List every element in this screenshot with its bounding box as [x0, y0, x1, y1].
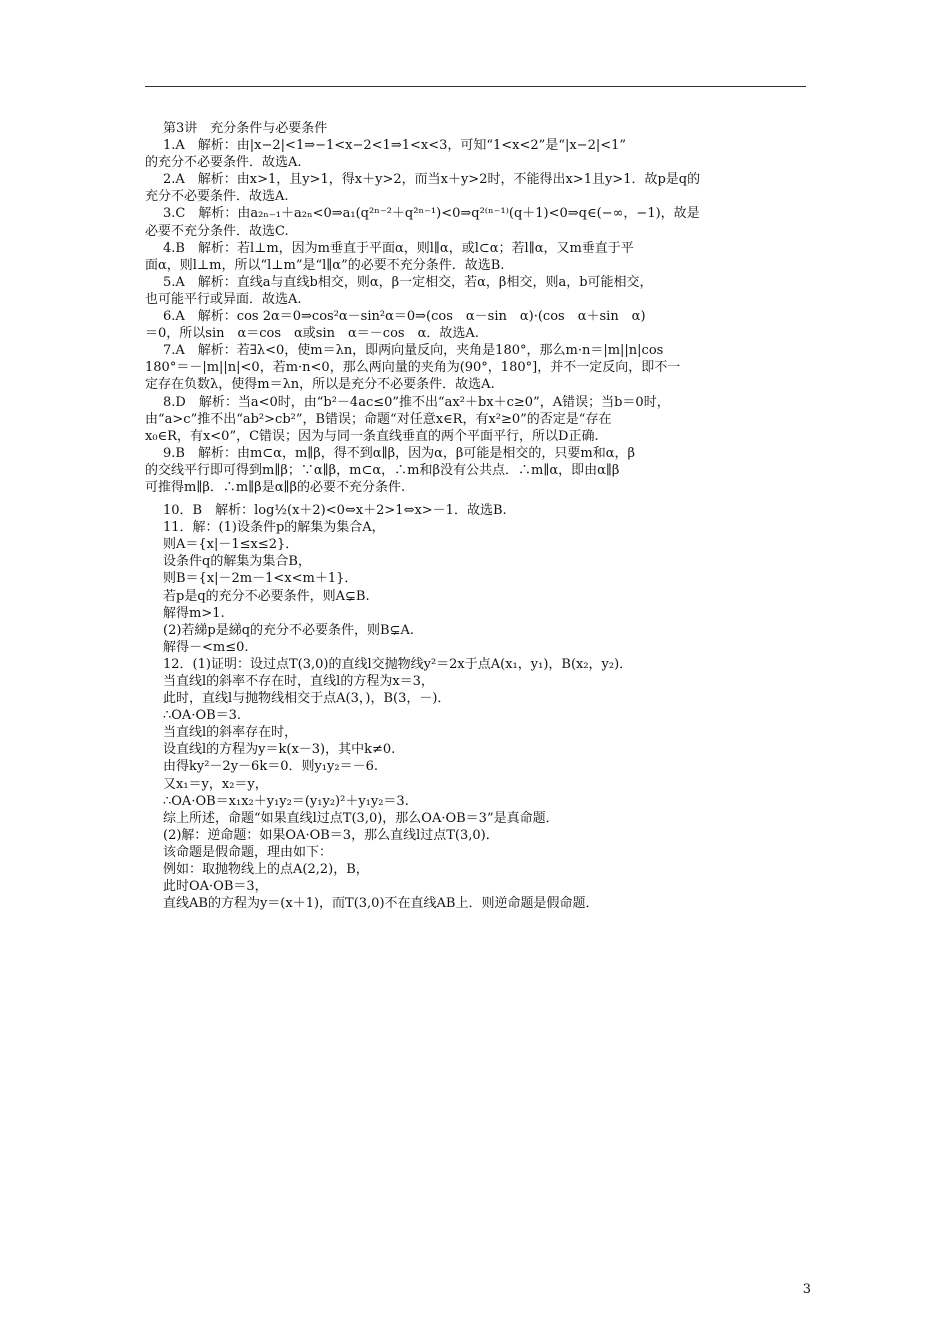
solution-line: 又x₁＝y，x₂＝y， — [163, 776, 268, 792]
document-body — [145, 120, 809, 912]
solution-line: (2)若綈p是綈q的充分不必要条件，则B⊊A. — [163, 622, 415, 638]
solution-line: 设条件q的解集为集合B， — [163, 554, 311, 570]
solution-block — [145, 519, 809, 912]
text-line: 7.A 解析：若∃λ<0，使m＝λn，即两向量反向，夹角是180°，那么m·n＝|m||n|cos — [163, 343, 664, 359]
text-line: 180°＝－|m||n|<0，若m·n<0，那么两向量的夹角为(90°，180°]，并不一定反向，即不一 — [145, 360, 681, 376]
solution-line: 设直线l的方程为y＝k(x－3)，其中k≠0. — [163, 742, 396, 758]
solution-line: 11．解：(1)设条件p的解集为集合A， — [163, 520, 385, 536]
text-line: 8.D 解析：当a<0时，由“b²－4ac≤0”推不出“ax²＋bx＋c≥0”，A错误；当b＝0时， — [163, 394, 670, 410]
text-line: 面α，则l⊥m，所以“l⊥m”是“l∥α”的必要不充分条件．故选B. — [145, 257, 505, 273]
solution-line: 综上所述，命题“如果直线l过点T(3,0)，那么OA·OB＝3”是真命题． — [163, 810, 559, 826]
text-line: 可推得m∥β．∴m∥β是α∥β的必要不充分条件. — [145, 479, 406, 495]
solution-line: 12．(1)证明：设过点T(3,0)的直线l交抛物线y²＝2x于点A(x₁，y₁)，B(x₂，y₂)． — [163, 656, 633, 672]
text-line: 5.A 解析：直线a与直线b相交，则α，β一定相交，若α，β相交，则a，b可能相交， — [163, 274, 653, 290]
header-rule — [145, 86, 806, 87]
solution-line: ∴OA·OB＝x₁x₂＋y₁y₂＝(y₁y₂)²＋y₁y₂＝3. — [163, 793, 409, 809]
solution-line: 此时，直线l与抛物线相交于点A(3，)，B(3，－)． — [163, 691, 451, 707]
solution-line: 若p是q的充分不必要条件，则A⊊B. — [163, 588, 370, 604]
solution-line: (2)解：逆命题：如果OA·OB＝3，那么直线l过点T(3,0)． — [163, 827, 499, 843]
text-line: 定存在负数λ，使得m＝λn，所以是充分不必要条件．故选A. — [145, 377, 495, 393]
solution-line: 解得m>1. — [163, 605, 225, 621]
solution-line: 该命题是假命题，理由如下： — [163, 844, 333, 860]
solution-line: 当直线l的斜率不存在时，直线l的方程为x＝3， — [163, 674, 434, 689]
solution-line: 由得ky²－2y－6k＝0．则y₁y₂＝－6. — [163, 759, 378, 775]
text-line: 充分不必要条件．故选A. — [145, 189, 289, 205]
solution-line: 直线AB的方程为y＝(x＋1)，而T(3,0)不在直线AB上．则逆命题是假命题． — [163, 896, 599, 912]
question-10: 10．B 解析：log½(x＋2)<0⇔x＋2>1⇔x>－1．故选B. — [163, 503, 507, 519]
document-title: 第3讲 充分条件与必要条件 — [163, 121, 328, 136]
page-number: 3 — [802, 1282, 811, 1297]
text-line: 1.A 解析：由|x−2|<1⇒−1<x−2<1⇒1<x<3，可知“1<x<2”是“|x−2|<1” — [163, 138, 627, 154]
text-line: 由“a>c”推不出“ab²>cb²”，B错误；命题“对任意x∈R，有x²≥0”的否定是“存在 — [145, 411, 612, 427]
solution-line: 此时OA·OB＝3， — [163, 879, 268, 895]
solution-line: 解得－<m≤0. — [163, 639, 249, 655]
solution-line: 则A＝{x|－1≤x≤2}． — [163, 537, 299, 553]
text-line: 9.B 解析：由m⊂α，m∥β，得不到α∥β，因为α，β可能是相交的，只要m和α，β — [163, 445, 636, 461]
text-line: 的交线平行即可得到m∥β；∵α∥β，m⊂α，∴m和β没有公共点．∴m∥α，即由α∥β — [145, 462, 620, 478]
solution-line: 则B＝{x|－2m－1<x<m＋1}． — [163, 571, 358, 587]
solution-line: 当直线l的斜率存在时， — [163, 725, 298, 741]
text-line: 2.A 解析：由x>1，且y>1，得x＋y>2，而当x＋y>2时，不能得出x>1且y>1．故p是q的 — [163, 172, 701, 188]
text-line: 3.C 解析：由a₂ₙ₋₁＋a₂ₙ<0⇒a₁(q²ⁿ⁻²＋q²ⁿ⁻¹)<0⇒q²⁽ⁿ⁻¹⁾(q＋1)<0⇒q∈(−∞，−1)，故是 — [163, 206, 700, 222]
text-line: 6.A 解析：cos 2α＝0⇒cos²α－sin²α＝0⇒(cos α－sin α)·(cos α＋sin α) — [163, 309, 646, 325]
text-line: 必要不充分条件．故选C. — [145, 223, 289, 239]
text-line: x₀∈R，有x<0”，C错误；因为与同一条直线垂直的两个平面平行，所以D正确. — [145, 428, 599, 444]
text-line: 的充分不必要条件．故选A. — [145, 155, 302, 171]
solution-line: 例如：取抛物线上的点A(2,2)，B， — [163, 862, 369, 878]
solution-line: ∴OA·OB＝3. — [163, 708, 242, 724]
text-line: ＝0，所以sin α＝cos α或sin α＝－cos α．故选A. — [145, 326, 479, 342]
text-line: 4.B 解析：若l⊥m，因为m垂直于平面α，则l∥α，或l⊂α；若l∥α，又m垂直于平 — [163, 240, 634, 256]
text-line: 也可能平行或异面．故选A. — [145, 291, 302, 307]
